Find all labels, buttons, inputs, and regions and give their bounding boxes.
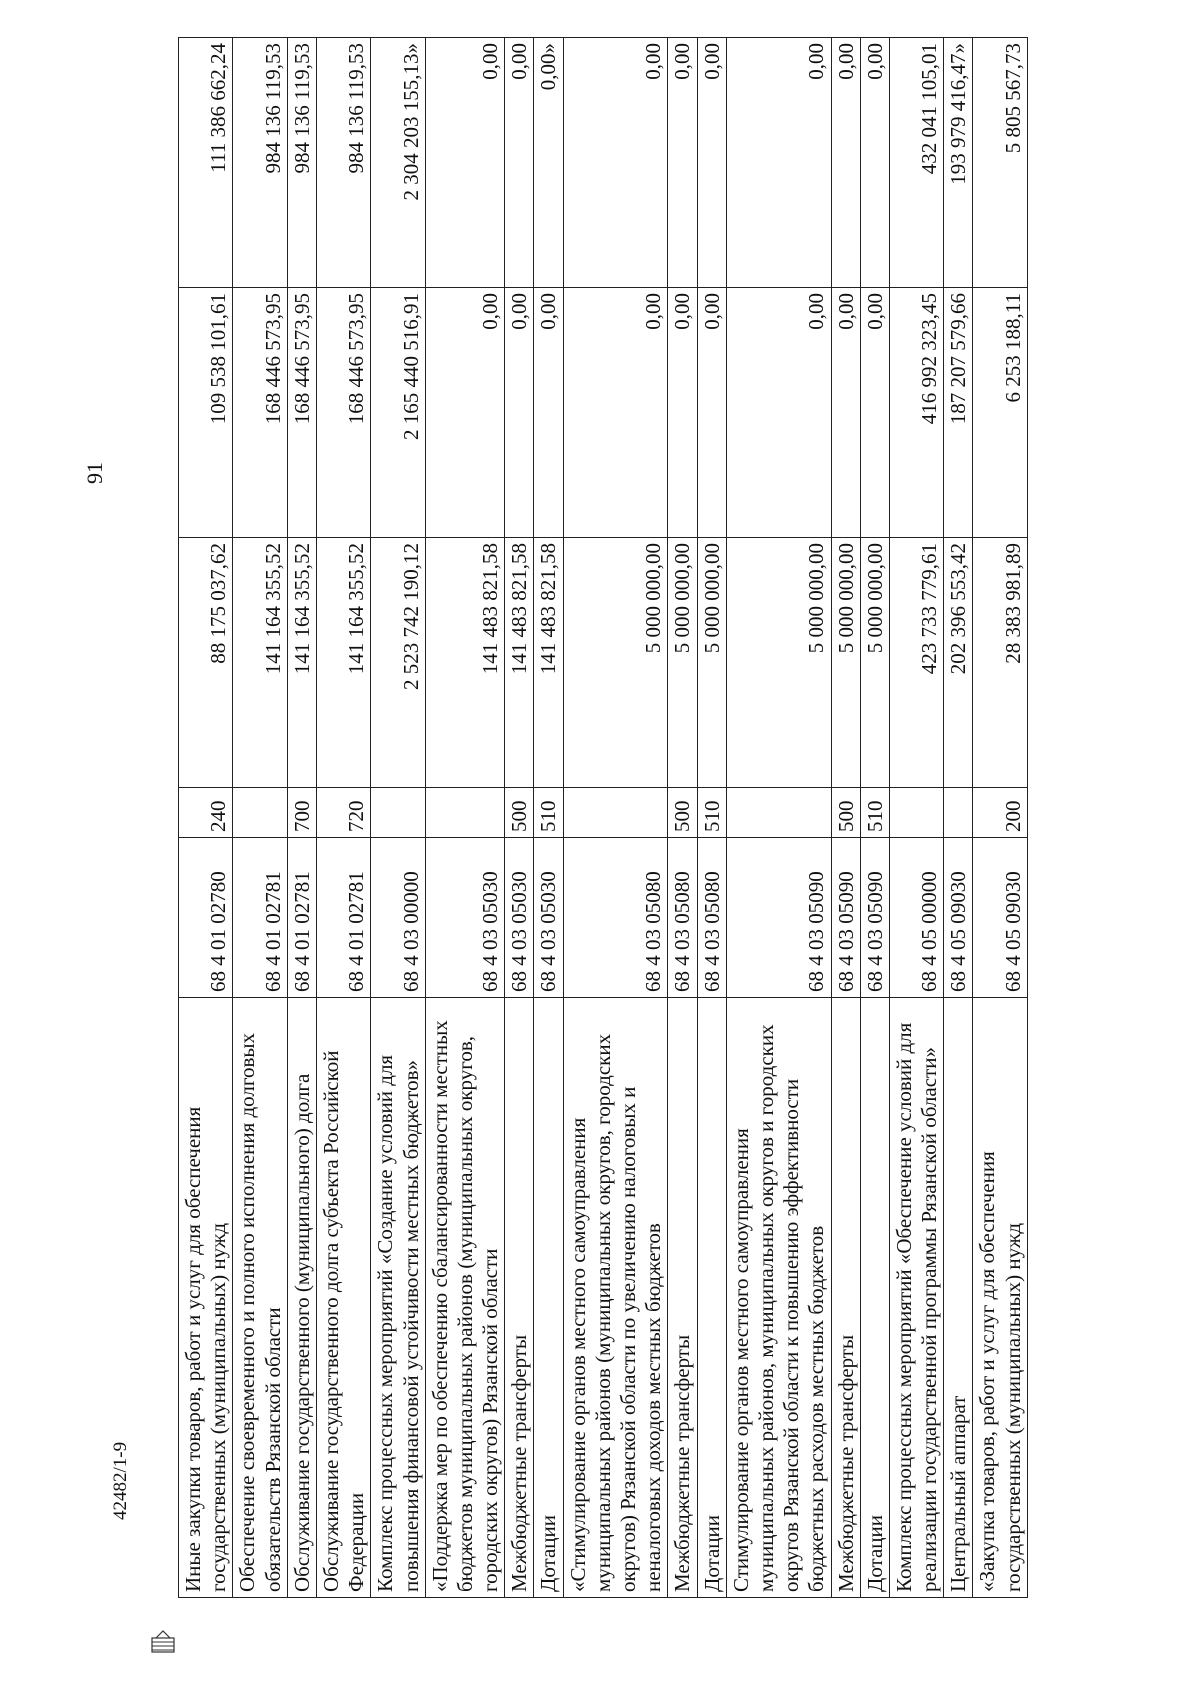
budget-table-body (179, 38, 1028, 1598)
row-code: 68 4 01 02781 (233, 838, 287, 998)
row-amount-2: 0,00 (697, 288, 726, 538)
row-amount-2: 0,00 (726, 288, 831, 538)
row-amount-1: 28 383 981,89 (973, 538, 1027, 788)
row-name: «Поддержка мер по обеспечению сбалансированности местных бюджетов муниципальных районов (муниципальных округов, городских округов) Рязанской области (425, 998, 505, 1598)
row-expense-type: 720 (316, 788, 370, 838)
row-amount-1: 5 000 000,00 (563, 538, 668, 788)
row-expense-type: 500 (505, 788, 534, 838)
row-expense-type: 500 (668, 788, 697, 838)
row-expense-type: 510 (534, 788, 563, 838)
row-amount-3: 984 136 119,53 (233, 38, 287, 288)
row-amount-1: 5 000 000,00 (860, 538, 889, 788)
row-amount-3: 0,00 (726, 38, 831, 288)
row-code: 68 4 03 05090 (831, 838, 860, 998)
row-code: 68 4 03 00000 (371, 838, 425, 998)
row-amount-1: 88 175 037,62 (179, 538, 233, 788)
row-amount-3: 984 136 119,53 (287, 38, 316, 288)
row-amount-1: 141 164 355,52 (233, 538, 287, 788)
row-amount-2: 2 165 440 516,91 (371, 288, 425, 538)
table-row (371, 38, 425, 1598)
table-row (425, 38, 505, 1598)
row-code: 68 4 05 09030 (973, 838, 1027, 998)
row-amount-3: 0,00 (831, 38, 860, 288)
row-amount-2: 0,00 (831, 288, 860, 538)
row-amount-1: 141 483 821,58 (534, 538, 563, 788)
row-name: Комплекс процессных мероприятий «Обеспечение условий для реализации государственной программы Рязанской области» (889, 998, 943, 1598)
row-code: 68 4 03 05080 (668, 838, 697, 998)
row-amount-1: 5 000 000,00 (726, 538, 831, 788)
table-row (505, 38, 534, 1598)
row-expense-type (425, 788, 505, 838)
row-amount-2: 0,00 (425, 288, 505, 538)
row-name: Дотации (860, 998, 889, 1598)
row-name: Дотации (697, 998, 726, 1598)
row-amount-2: 168 446 573,95 (287, 288, 316, 538)
row-amount-3: 0,00 (505, 38, 534, 288)
row-name: Обслуживание государственного долга субъекта Российской Федерации (316, 998, 370, 1598)
budget-table (178, 37, 1028, 1598)
row-amount-3: 193 979 416,47» (944, 38, 973, 288)
row-expense-type: 240 (179, 788, 233, 838)
page-number: 91 (82, 462, 107, 484)
row-amount-2: 168 446 573,95 (233, 288, 287, 538)
row-amount-1: 5 000 000,00 (697, 538, 726, 788)
row-expense-type (563, 788, 668, 838)
row-amount-2: 0,00 (860, 288, 889, 538)
row-name: «Закупка товаров, работ и услуг для обеспечения государственных (муниципальных) нужд (973, 998, 1027, 1598)
row-amount-3: 0,00 (425, 38, 505, 288)
row-expense-type (371, 788, 425, 838)
row-amount-2: 0,00 (505, 288, 534, 538)
table-row (726, 38, 831, 1598)
table-row (860, 38, 889, 1598)
row-expense-type (726, 788, 831, 838)
row-name: Межбюджетные трансферты (831, 998, 860, 1598)
row-name: Дотации (534, 998, 563, 1598)
row-amount-1: 5 000 000,00 (668, 538, 697, 788)
row-name: Центральный аппарат (944, 998, 973, 1598)
row-amount-3: 0,00» (534, 38, 563, 288)
row-amount-1: 141 483 821,58 (505, 538, 534, 788)
row-expense-type (944, 788, 973, 838)
row-expense-type: 700 (287, 788, 316, 838)
table-row (668, 38, 697, 1598)
row-amount-1: 202 396 553,42 (944, 538, 973, 788)
row-code: 68 4 03 05090 (860, 838, 889, 998)
row-name: Обслуживание государственного (муниципального) долга (287, 998, 316, 1598)
table-row (944, 38, 973, 1598)
row-code: 68 4 03 05030 (505, 838, 534, 998)
row-amount-3: 111 386 662,24 (179, 38, 233, 288)
row-amount-3: 2 304 203 155,13» (371, 38, 425, 288)
row-amount-1: 423 733 779,61 (889, 538, 943, 788)
row-code: 68 4 03 05090 (726, 838, 831, 998)
row-expense-type: 510 (860, 788, 889, 838)
row-amount-3: 984 136 119,53 (316, 38, 370, 288)
row-amount-3: 0,00 (563, 38, 668, 288)
row-code: 68 4 05 09030 (944, 838, 973, 998)
row-code: 68 4 03 05030 (534, 838, 563, 998)
row-name: Иные закупки товаров, работ и услуг для обеспечения государственных (муниципальных) нужд (179, 998, 233, 1598)
row-code: 68 4 01 02780 (179, 838, 233, 998)
printer-seal-icon (148, 1628, 178, 1656)
row-amount-1: 141 164 355,52 (316, 538, 370, 788)
row-name: Обеспечение своевременного и полного исполнения долговых обязательств Рязанской области (233, 998, 287, 1598)
row-amount-2: 187 207 579,66 (944, 288, 973, 538)
row-amount-3: 432 041 105,01 (889, 38, 943, 288)
row-amount-2: 6 253 188,11 (973, 288, 1027, 538)
row-amount-1: 141 483 821,58 (425, 538, 505, 788)
row-code: 68 4 01 02781 (287, 838, 316, 998)
row-name: Стимулирование органов местного самоуправления муниципальных районов, муниципальных округов и городских округов Рязанской области к повышению эффективности бюджетных расходов местных бюджетов (726, 998, 831, 1598)
table-row (316, 38, 370, 1598)
table-row (563, 38, 668, 1598)
row-amount-2: 0,00 (534, 288, 563, 538)
row-amount-2: 109 538 101,61 (179, 288, 233, 538)
row-name: Комплекс процессных мероприятий «Создание условий для повышения финансовой устойчивости местных бюджетов» (371, 998, 425, 1598)
row-expense-type (889, 788, 943, 838)
row-expense-type: 510 (697, 788, 726, 838)
row-amount-2: 416 992 323,45 (889, 288, 943, 538)
row-expense-type: 200 (973, 788, 1027, 838)
table-row (973, 38, 1027, 1598)
table-row (889, 38, 943, 1598)
table-row (831, 38, 860, 1598)
row-amount-1: 141 164 355,52 (287, 538, 316, 788)
row-expense-type: 500 (831, 788, 860, 838)
row-amount-2: 0,00 (668, 288, 697, 538)
row-amount-1: 2 523 742 190,12 (371, 538, 425, 788)
row-amount-2: 168 446 573,95 (316, 288, 370, 538)
row-code: 68 4 03 05030 (425, 838, 505, 998)
row-code: 68 4 01 02781 (316, 838, 370, 998)
row-name: Межбюджетные трансферты (668, 998, 697, 1598)
row-amount-3: 0,00 (668, 38, 697, 288)
table-row (534, 38, 563, 1598)
row-name: «Стимулирование органов местного самоуправления муниципальных районов (муниципальных округов, городских округов) Рязанской области по увеличению налоговых и неналоговых доходов местных бюджетов (563, 998, 668, 1598)
table-row (697, 38, 726, 1598)
row-code: 68 4 05 00000 (889, 838, 943, 998)
row-amount-1: 5 000 000,00 (831, 538, 860, 788)
table-row (233, 38, 287, 1598)
row-amount-3: 0,00 (860, 38, 889, 288)
row-amount-3: 5 805 567,73 (973, 38, 1027, 288)
row-amount-3: 0,00 (697, 38, 726, 288)
row-amount-2: 0,00 (563, 288, 668, 538)
table-row (179, 38, 233, 1598)
row-code: 68 4 03 05080 (697, 838, 726, 998)
row-expense-type (233, 788, 287, 838)
table-row (287, 38, 316, 1598)
row-code: 68 4 03 05080 (563, 838, 668, 998)
rotated-page-content (178, 38, 1025, 1598)
document-id: 42482/1-9 (110, 1441, 131, 1520)
row-name: Межбюджетные трансферты (505, 998, 534, 1598)
